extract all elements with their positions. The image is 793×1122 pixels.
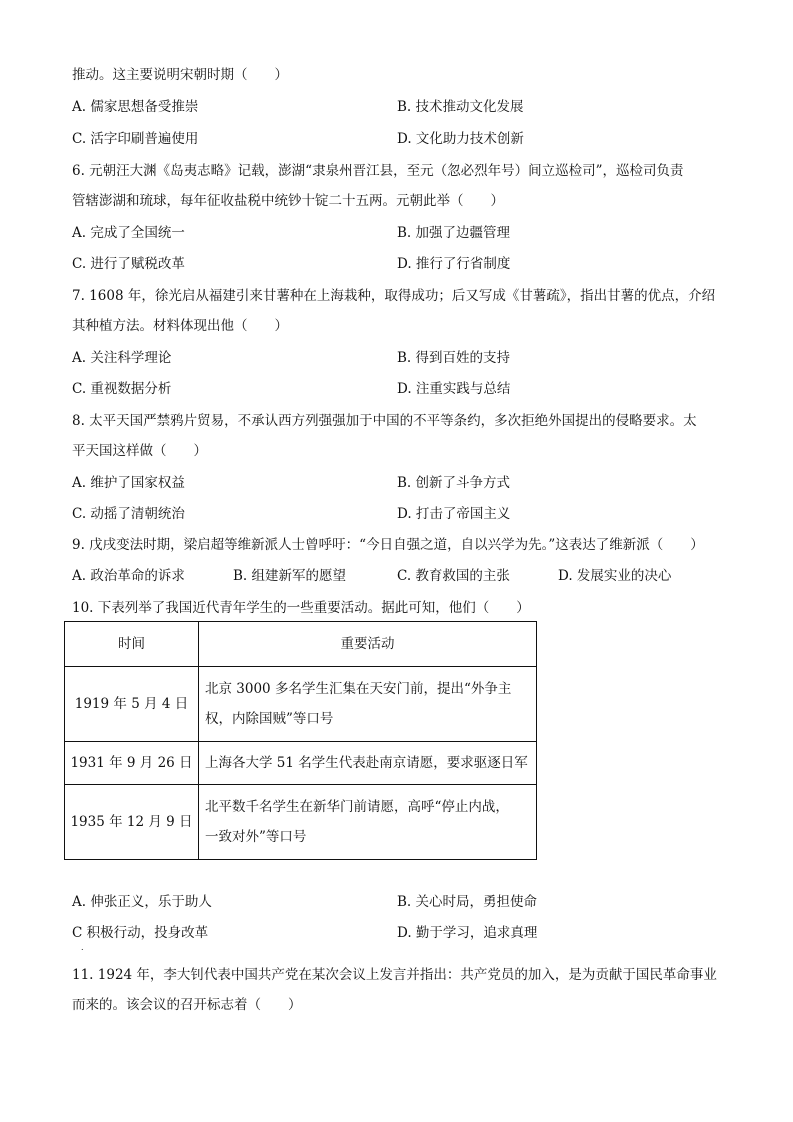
q7-option-b: B. 得到百姓的支持 — [397, 350, 511, 366]
row-activity — [199, 785, 537, 860]
q10-option-c: C 积极行动，投身改革 — [72, 925, 209, 941]
q9-stem-line1: 9. 戊戌变法时期，梁启超等维新派人士曾呼吁：“今日自强之道，自以兴学为先。”这表达了维新派（ ） — [72, 537, 704, 553]
q8-option-b: B. 创新了斗争方式 — [397, 475, 511, 491]
row-activity-line: 北京 3000 多名学生汇集在天安门前，提出“外争主 — [205, 681, 512, 697]
row-activity-line: 上海各大学 51 名学生代表赴南京请愿，要求驱逐日军 — [205, 755, 528, 771]
q7-option-a: A. 关注科学理论 — [72, 350, 172, 366]
q6-option-b: B. 加强了边疆管理 — [397, 225, 511, 241]
q9-option-b: B. 组建新军的愿望 — [233, 568, 347, 584]
q5-option-d: D. 文化助力技术创新 — [397, 131, 524, 147]
q9-option-d: D. 发展实业的决心 — [558, 568, 672, 584]
q8-option-c: C. 动摇了清朝统治 — [72, 506, 185, 522]
row-time: 1931 年 9 月 26 日 — [65, 742, 199, 785]
q8-stem-line1: 8. 太平天国严禁鸦片贸易，不承认西方列强强加于中国的不平等条约，多次拒绝外国提出的侵略要求。太 — [72, 413, 697, 429]
q6-option-a: A. 完成了全国统一 — [72, 225, 185, 241]
header-activity: 重要活动 — [199, 622, 537, 667]
q5-option-c: C. 活字印刷普遍使用 — [72, 131, 199, 147]
stray-dot: . — [81, 943, 84, 952]
q5-stem-tail: 推动。这主要说明宋朝时期（ ） — [72, 67, 288, 83]
q10-option-a: A. 伸张正义，乐于助人 — [72, 894, 212, 910]
q9-option-a: A. 政治革命的诉求 — [72, 568, 185, 584]
q10-option-d: D. 勤于学习，追求真理 — [397, 925, 538, 941]
q8-option-d: D. 打击了帝国主义 — [397, 506, 511, 522]
q7-stem-line2: 其种植方法。材料体现出他（ ） — [72, 318, 288, 334]
table-row — [65, 742, 537, 785]
student-activities-table — [64, 621, 537, 860]
q10-option-b: B. 关心时局，勇担使命 — [397, 894, 538, 910]
q5-option-a: A. 儒家思想备受推崇 — [72, 99, 199, 115]
table-row — [65, 785, 537, 860]
row-activity — [199, 742, 537, 785]
q7-option-c: C. 重视数据分析 — [72, 381, 172, 397]
row-activity-line: 一致对外”等口号 — [205, 829, 307, 845]
q11-stem-line2: 而来的。该会议的召开标志着（ ） — [72, 997, 302, 1013]
table-row — [65, 667, 537, 742]
row-time: 1919 年 5 月 4 日 — [65, 667, 199, 742]
header-time: 时间 — [65, 622, 199, 667]
q8-option-a: A. 维护了国家权益 — [72, 475, 185, 491]
q10-stem-line1: 10. 下表列举了我国近代青年学生的一些重要活动。据此可知，他们（ ） — [72, 600, 530, 616]
q11-stem-line1: 11. 1924 年，李大钊代表中国共产党在某次会议上发言并指出：共产党员的加入，是为贡献于国民革命事业 — [72, 967, 717, 983]
row-activity — [199, 667, 537, 742]
row-activity-line: 权，内除国贼”等口号 — [205, 711, 334, 727]
row-time: 1935 年 12 月 9 日 — [65, 785, 199, 860]
q6-option-c: C. 进行了赋税改革 — [72, 256, 185, 272]
q6-stem-line1: 6. 元朝汪大渊《岛夷志略》记载，澎湖“隶泉州晋江县，至元（忽必烈年号）间立巡检司”，巡检司负责 — [72, 163, 684, 179]
q9-option-c: C. 教育救国的主张 — [397, 568, 510, 584]
q5-option-b: B. 技术推动文化发展 — [397, 99, 524, 115]
q8-stem-line2: 平天国这样做（ ） — [72, 443, 207, 459]
q7-option-d: D. 注重实践与总结 — [397, 381, 511, 397]
q6-option-d: D. 推行了行省制度 — [397, 256, 511, 272]
q6-stem-line2: 管辖澎湖和琉球，每年征收盐税中统钞十锭二十五两。元朝此举（ ） — [72, 193, 504, 209]
row-activity-line: 北平数千名学生在新华门前请愿，高呼“停止内战， — [205, 799, 509, 815]
q7-stem-line1: 7. 1608 年，徐光启从福建引来甘薯种在上海栽种，取得成功；后又写成《甘薯疏》，指出甘薯的优点，介绍 — [72, 288, 716, 304]
table-header-row — [65, 622, 537, 667]
